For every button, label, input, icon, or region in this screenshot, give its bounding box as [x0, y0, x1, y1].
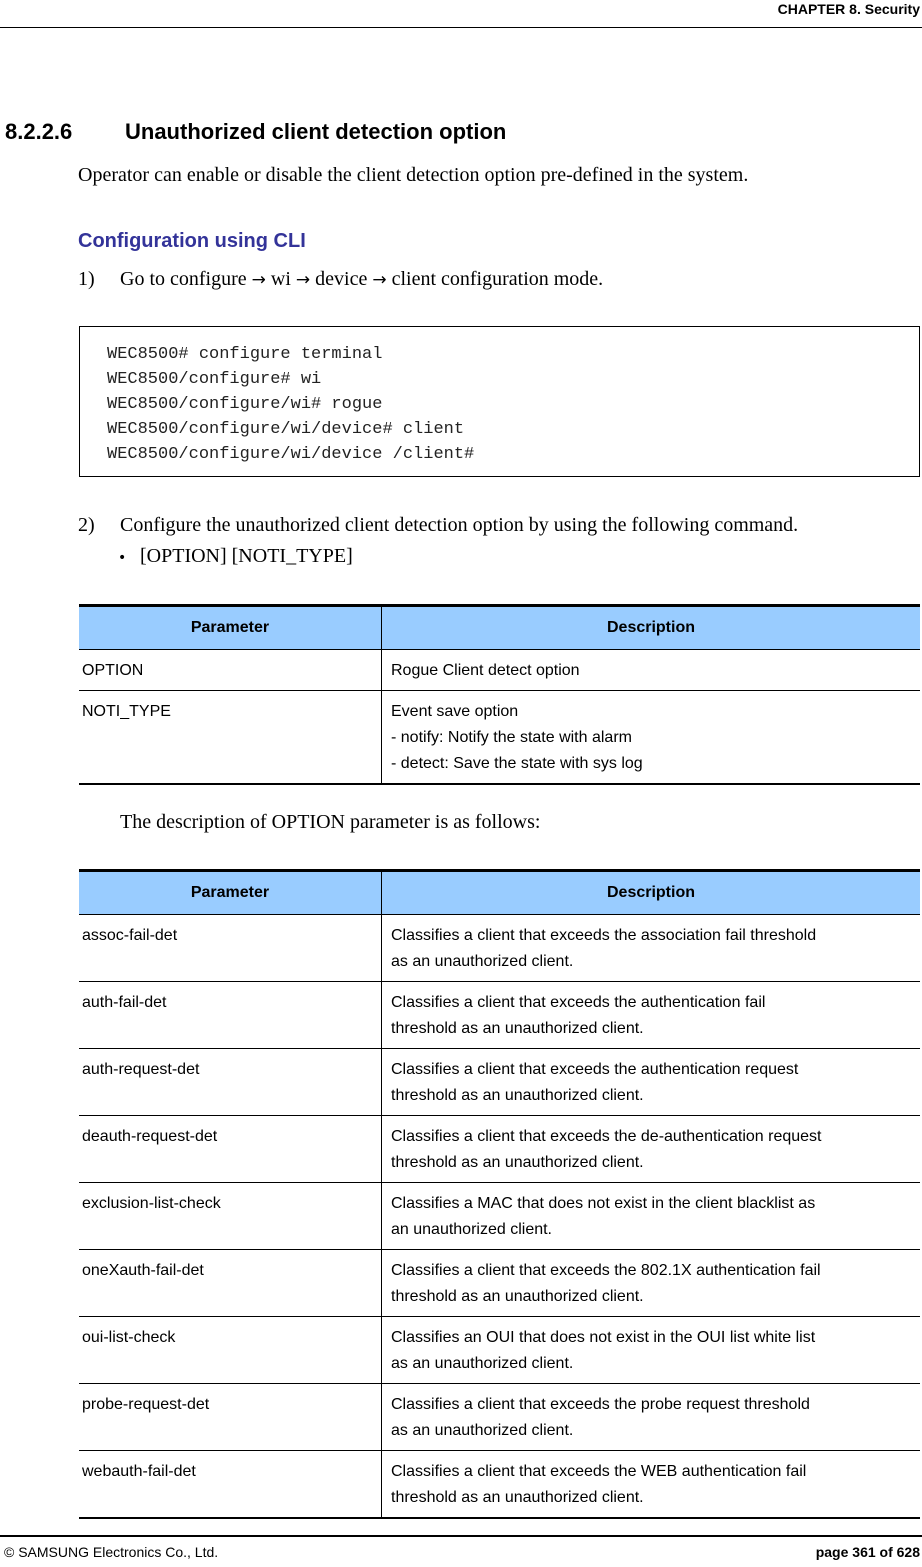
desc-line: Classifies a client that exceeds the authentication fail [391, 994, 766, 1011]
param-cell: webauth-fail-det [79, 1451, 382, 1519]
table-row [79, 1384, 920, 1451]
chapter-title: CHAPTER 8. Security [777, 1, 920, 17]
desc-cell [382, 1250, 921, 1317]
desc-line: Classifies a client that exceeds the 802.1X authentication fail [391, 1262, 821, 1279]
desc-cell [382, 1049, 921, 1116]
desc-line: as an unauthorized client. [391, 1422, 574, 1439]
desc-cell [382, 982, 921, 1049]
desc-line: Classifies a client that exceeds the WEB authentication fail [391, 1463, 807, 1480]
table-row [79, 982, 920, 1049]
desc-cell [382, 1116, 921, 1183]
desc-cell [382, 1317, 921, 1384]
table-row [79, 915, 920, 982]
param-cell: assoc-fail-det [79, 915, 382, 982]
step1-part4: client configuration mode. [391, 268, 604, 290]
section-heading [5, 119, 506, 145]
arrow-icon: → [251, 270, 266, 290]
table-header-parameter: Parameter [79, 606, 382, 650]
param-cell: probe-request-det [79, 1384, 382, 1451]
desc-line: Classifies a client that exceeds the association fail threshold [391, 927, 817, 944]
page-footer [0, 1535, 922, 1567]
param-cell: deauth-request-det [79, 1116, 382, 1183]
table-row [79, 1116, 920, 1183]
step-number: 1) [78, 268, 95, 290]
desc-cell [382, 1183, 921, 1250]
table-row [79, 1250, 920, 1317]
step1-part1: Go to configure [120, 268, 247, 290]
desc-line: threshold as an unauthorized client. [391, 1288, 644, 1305]
desc-line: Event save option [391, 703, 519, 720]
bullet-text: [OPTION] [NOTI_TYPE] [140, 545, 353, 567]
step1-part3: device [315, 268, 368, 290]
desc-line: - notify: Notify the state with alarm [391, 729, 632, 746]
param-cell: auth-fail-det [79, 982, 382, 1049]
step-number: 2) [78, 514, 95, 536]
param-cell: oneXauth-fail-det [79, 1250, 382, 1317]
desc-line: - detect: Save the state with sys log [391, 755, 643, 772]
desc-line: Classifies a client that exceeds the authentication request [391, 1061, 799, 1078]
bullet-item [118, 545, 353, 568]
page-header [0, 0, 922, 28]
option-table [79, 869, 920, 1519]
desc-cell [382, 650, 921, 691]
table-row [79, 1317, 920, 1384]
section-title: Unauthorized client detection option [125, 119, 507, 144]
step1-part2: wi [270, 268, 291, 290]
bullet-icon: • [118, 550, 127, 566]
param-cell: exclusion-list-check [79, 1183, 382, 1250]
code-block [79, 326, 920, 477]
section-number: 8.2.2.6 [5, 119, 73, 144]
table-header-description: Description [382, 606, 921, 650]
code-line: WEC8500/configure/wi/device /client# [107, 445, 475, 464]
param-cell: OPTION [79, 650, 382, 691]
desc-line: threshold as an unauthorized client. [391, 1489, 644, 1506]
code-line: WEC8500/configure/wi# rogue [107, 395, 383, 414]
page-number: page 361 of 628 [815, 1544, 920, 1560]
desc-cell [382, 1384, 921, 1451]
desc-line: as an unauthorized client. [391, 953, 574, 970]
table-row [79, 1049, 920, 1116]
step-1 [78, 268, 603, 291]
desc-line: Classifies an OUI that does not exist in the OUI list white list [391, 1329, 816, 1346]
table-header-description: Description [382, 871, 921, 915]
section-intro: Operator can enable or disable the client detection option pre-defined in the system. [78, 164, 749, 186]
arrow-icon: → [295, 270, 311, 290]
code-line: WEC8500# configure terminal [107, 345, 383, 364]
desc-line: an unauthorized client. [391, 1221, 552, 1238]
desc-cell [382, 915, 921, 982]
step2-text: Configure the unauthorized client detection option by using the following command. [120, 514, 799, 536]
code-line: WEC8500/configure/wi/device# client [107, 420, 465, 439]
arrow-icon: → [372, 270, 387, 290]
table-row [79, 1451, 920, 1519]
table-row [79, 1183, 920, 1250]
desc-line: threshold as an unauthorized client. [391, 1020, 644, 1037]
desc-line: as an unauthorized client. [391, 1355, 574, 1372]
desc-line: threshold as an unauthorized client. [391, 1087, 644, 1104]
desc-cell [382, 1451, 921, 1519]
step-2 [78, 514, 798, 537]
noti-type-table [79, 604, 920, 785]
param-cell: NOTI_TYPE [79, 691, 382, 785]
table-row [79, 691, 920, 785]
table-row [79, 650, 920, 691]
desc-line: Classifies a client that exceeds the de-authentication request [391, 1128, 822, 1145]
desc-line: threshold as an unauthorized client. [391, 1154, 644, 1171]
copyright: © SAMSUNG Electronics Co., Ltd. [4, 1544, 219, 1560]
desc-line: Rogue Client detect option [391, 662, 580, 679]
code-line: WEC8500/configure# wi [107, 370, 322, 389]
desc-line: Classifies a client that exceeds the probe request threshold [391, 1396, 810, 1413]
config-heading: Configuration using CLI [78, 230, 306, 252]
option-description-intro: The description of OPTION parameter is as follows: [120, 811, 541, 833]
param-cell: auth-request-det [79, 1049, 382, 1116]
param-cell: oui-list-check [79, 1317, 382, 1384]
desc-line: Classifies a MAC that does not exist in the client blacklist as [391, 1195, 816, 1212]
table-header-parameter: Parameter [79, 871, 382, 915]
desc-cell [382, 691, 921, 785]
